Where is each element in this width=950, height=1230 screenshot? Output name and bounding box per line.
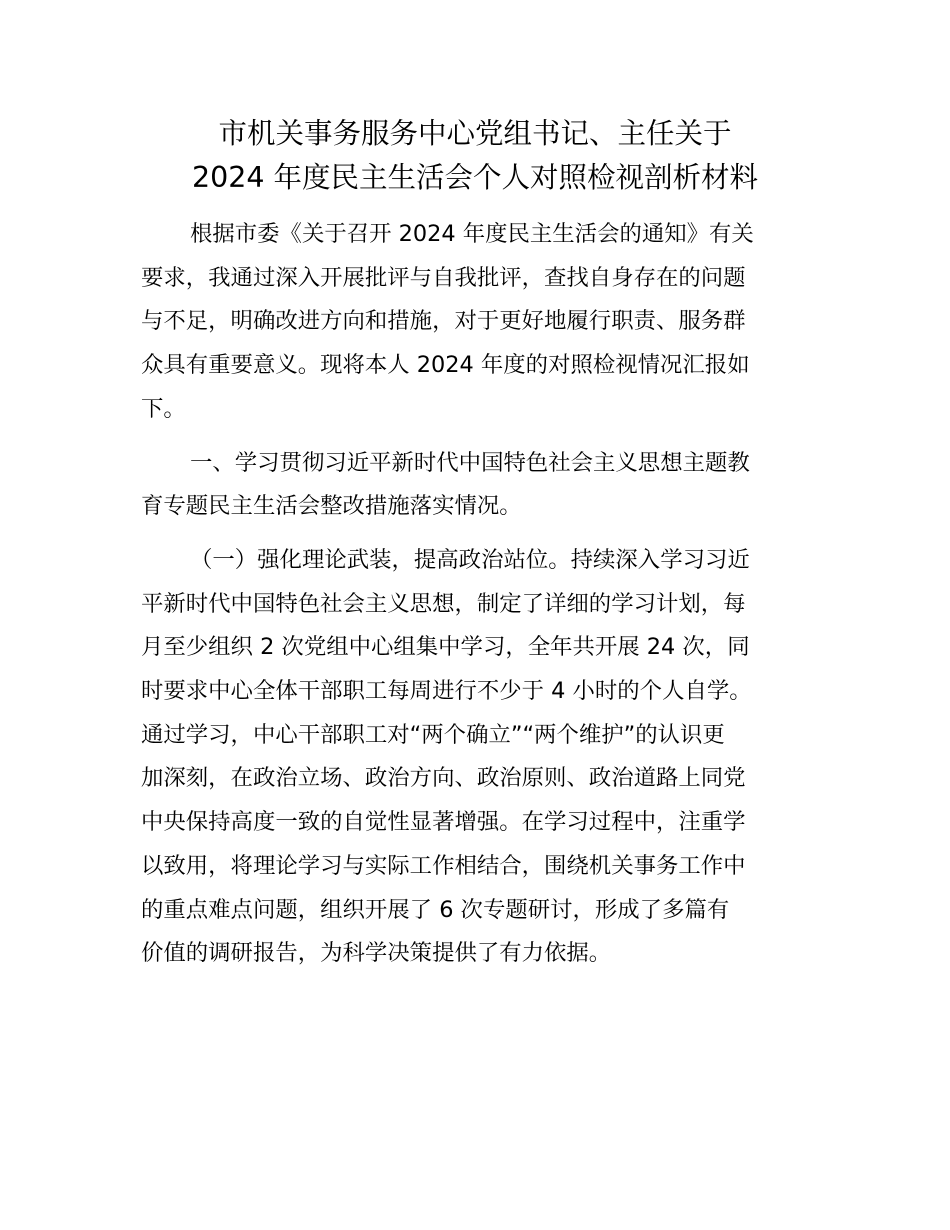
text-line: 加深刻，在政治立场、政治方向、政治原则、政治道路上同党 — [141, 765, 746, 792]
text-line: 众具有重要意义。现将本人 2024 年度的对照检视情况汇报如 — [141, 352, 750, 379]
title-line-2: 2024 年度民主生活会个人对照检视剖析材料 — [191, 161, 759, 194]
text-line: 的重点难点问题，组织开展了 6 次专题研讨，形成了多篇有 — [141, 896, 730, 923]
title-line-1: 市机关事务服务中心党组书记、主任关于 — [218, 117, 732, 150]
text-line: 以致用，将理论学习与实际工作相结合，围绕机关事务工作中 — [141, 852, 746, 879]
paragraph-subsection-1 — [141, 539, 831, 976]
text-line: 下。 — [141, 395, 186, 422]
document-body — [141, 213, 831, 976]
text-line: 根据市委《关于召开 2024 年度民主生活会的通知》有关 — [190, 221, 754, 247]
text-line: 要求，我通过深入开展批评与自我批评，查找自身存在的问题 — [141, 264, 746, 291]
text-line: 通过学习，中心干部职工对“两个确立”“两个维护”的认识更 — [141, 721, 725, 748]
paragraph-gap — [141, 529, 831, 539]
text-line: （一）强化理论武装，提高政治站位。持续深入学习习近 — [190, 546, 750, 573]
text-line: 一、学习贯彻习近平新时代中国特色社会主义思想主题教 — [190, 449, 750, 476]
paragraph-gap — [141, 432, 831, 442]
text-line: 时要求中心全体干部职工每周进行不少于 4 小时的个人自学。 — [141, 678, 752, 705]
text-line: 价值的调研报告，为科学决策提供了有力依据。 — [141, 940, 612, 967]
paragraph-section-heading — [141, 442, 831, 529]
text-line: 育专题民主生活会整改措施落实情况。 — [141, 493, 522, 520]
paragraph-intro — [141, 213, 831, 432]
document-title — [120, 112, 830, 200]
text-line: 平新时代中国特色社会主义思想，制定了详细的学习计划，每 — [141, 590, 746, 617]
text-line: 与不足，明确改进方向和措施，对于更好地履行职责、服务群 — [141, 308, 746, 335]
text-line: 中央保持高度一致的自觉性显著增强。在学习过程中，注重学 — [141, 809, 746, 836]
text-line: 月至少组织 2 次党组中心组集中学习，全年共开展 24 次，同 — [141, 634, 750, 661]
